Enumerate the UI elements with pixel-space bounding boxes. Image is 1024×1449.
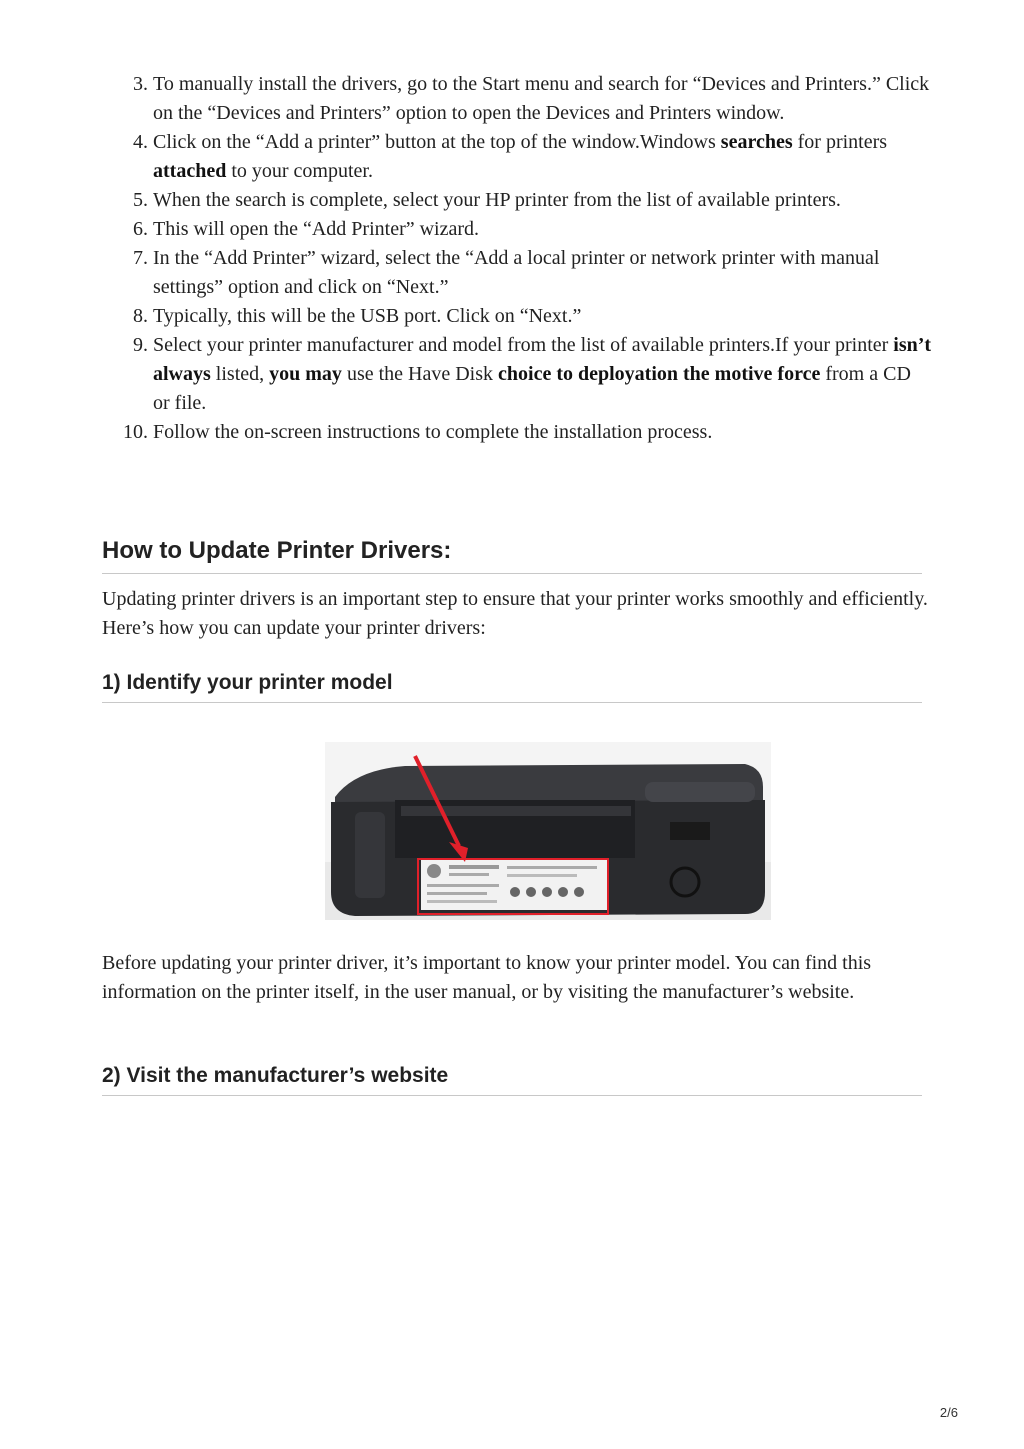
list-item-text: to your computer. — [226, 160, 373, 182]
list-item — [102, 418, 932, 447]
list-item — [102, 70, 932, 128]
list-item-number: 6. — [133, 218, 148, 240]
list-item-text: In the “Add Printer” wizard, select the “Add a local printer or network printer with manual settings” option and click on “Next.” — [153, 247, 880, 298]
list-item — [102, 186, 932, 215]
list-item-text: This will open the “Add Printer” wizard. — [153, 218, 480, 240]
list-item-text: To manually install the drivers, go to the Start menu and search for “Devices and Printers.” Click on the “Devices and Printers” option to open the Devices and Printers window. — [153, 73, 930, 124]
visit-website-heading: 2) Visit the manufacturer’s website — [102, 1063, 922, 1096]
list-item-text: Click on the “Add a printer” button at the top of the window.Windows — [153, 131, 721, 153]
list-item-text: When the search is complete, select your HP printer from the list of available printers. — [153, 189, 841, 211]
list-item-number: 10. — [123, 421, 148, 443]
list-item-text: from a CD or file. — [153, 363, 911, 414]
list-item — [102, 244, 932, 302]
list-item-number: 5. — [133, 189, 148, 211]
bold-text: searches — [720, 131, 793, 153]
list-item-number: 8. — [133, 305, 148, 327]
bold-text: isn’t always — [153, 334, 932, 385]
list-item-number: 7. — [133, 247, 148, 269]
printer-label-photo — [325, 742, 771, 920]
list-item-text: for printers — [792, 131, 888, 153]
update-intro-paragraph: Updating printer drivers is an important step to ensure that your printer works smoothly and efficiently. Here’s how you can update your printer drivers: — [102, 588, 928, 639]
list-item — [102, 302, 932, 331]
list-item-text: use the Have Disk — [341, 363, 499, 385]
list-item — [102, 128, 932, 186]
list-item-text: Typically, this will be the USB port. Click on “Next.” — [153, 305, 582, 327]
install-steps-list — [102, 70, 932, 447]
identify-model-paragraph: Before updating your printer driver, it’s important to know your printer model. You can find this information on the printer itself, in the user manual, or by visiting the manufacturer’s website. — [102, 952, 872, 1003]
page-number: 2/6 — [939, 1405, 958, 1420]
bold-text: choice to deployation the motive force — [498, 363, 821, 385]
list-item-text: Select your printer manufacturer and model from the list of available printers.If your printer — [153, 334, 894, 356]
list-item-text: listed, — [210, 363, 270, 385]
update-drivers-heading: How to Update Printer Drivers: — [102, 536, 922, 574]
bold-text: you may — [269, 363, 342, 385]
list-item-number: 9. — [133, 334, 148, 356]
identify-model-heading: 1) Identify your printer model — [102, 670, 922, 703]
list-item — [102, 215, 932, 244]
list-item — [102, 331, 932, 418]
list-item-text: Follow the on-screen instructions to complete the installation process. — [153, 421, 713, 443]
bold-text: attached — [153, 160, 227, 182]
list-item-number: 3. — [133, 73, 148, 95]
list-item-number: 4. — [133, 131, 148, 153]
